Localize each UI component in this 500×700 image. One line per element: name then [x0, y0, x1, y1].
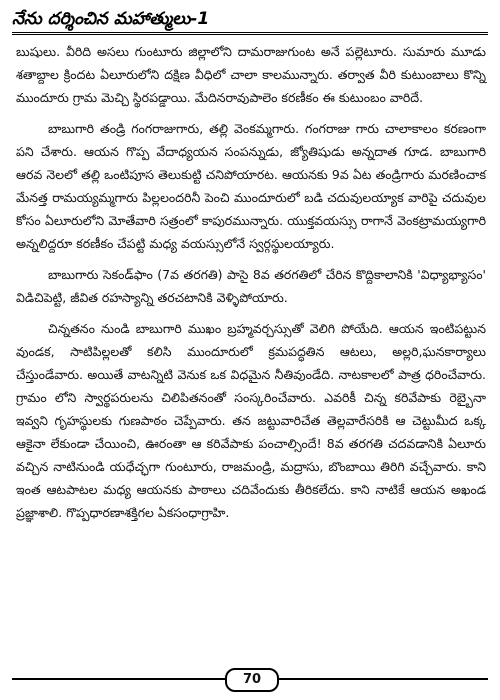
paragraph-1: బుషులు. వీరిది అసలు గుంటూరు జిల్లాలోని దామరాజుగుంట అనే పల్లెటూరు. సుమారు మూడు శతాబ్దాల క్రిందట ఏలూరులోని దక్షిణ వీధిలో చాలా కాలమున్నారు. తర్వాత వీరి కుటుంబాలు కొన్ని ముందూరు గ్రామ మెచ్చి స్థిరపడ్డాయి. మేదినరావుపాలెం కరణీకం ఈ కుటుంబం వారిదే. — [16, 44, 486, 105]
page-number: 70 — [225, 668, 279, 692]
page-header — [12, 8, 488, 34]
book-title: నేను దర్శించిన మహాత్ములు-1 — [12, 9, 210, 29]
header-divider — [12, 32, 488, 35]
paragraph-4: చిన్నతనం నుండి బాబుగారి ముఖం బ్రహ్మవర్చస్సుతో వెలిగి పోయేది. ఆయన ఇంటిపట్టున వుండక, సాటిపిల్లలతో కలిసి ముందూరులో క్రమపద్ధతిన ఆటలు, అల్లరి,ఘనకార్యాలు చేస్తుండేవారు. అయితే వాటన్నిటి వెనుక ఒక విధమైన నీతివుండేది. నాటకాలలో పాత్ర ధరించేవారు. గ్రామం లోని స్వార్థపరులను చిలిపితనంతో సంస్కరించేవారు. ఎవరికీ చిన్న కరివేపాకు రెబ్బైనా ఇవ్వని గృహస్థులకు గుణపాఠం చెప్పేవారు. తన జట్టువారిచేత తెల్లవారేసరికి ఆ చెట్టుమీద ఒక్క ఆకైనా లేకుండా చేయించి, ఊరంతా ఆ కరివేపాకు పంచాల్సిందే! 8వ తరగతి చదవడానికి ఏలూరు వచ్చిన నాటినుండి యధేచ్ఛగా గుంటూరు, రాజమండ్రి, మద్రాసు, బొంబాయి తిరిగి వచ్చేవారు. కాని ఇంత ఆటపాటల మధ్య ఆయనకు పాఠాలు చదివేందుకు తీరికలేదు. కాని నాటికే ఆయన అఖండ ప్రజ్ఞాశాలి. గొప్పధారణాశక్తిగల ఏకసంధాగ్రాహి. — [16, 321, 486, 520]
paragraph-3: బాబుగారు సెకండ్‌ఫాం (7వ తరగతి) పాసై 8వ తరగతిలో చేరిన కొద్దికాలానికి 'విధ్యాభ్యాసం' విడిచిపెట్టి, జీవిత రహస్యాన్ని తరచటానికి వెళ్ళిపోయారు. — [16, 267, 486, 305]
page-body — [16, 40, 486, 532]
paragraph-2: బాబుగారి తండ్రి గంగరాజుగారు, తల్లి వెంకమ్మగారు. గంగరాజు గారు చాలాకాలం కరణంగా పని చేశారు. ఆయన గొప్ప వేదాధ్యయన సంపన్నుడు, జ్యోతిషుడు అన్నదాత గూడ. బాబుగారి ఆరవ నెలలో తల్లి ఒంటిపూస తెలుకుట్టి చనిపోయారట. ఆయనకు 9వ ఏట తండ్రిగారు మరణించాక మేనత్త రామయ్యమ్మగారు పిల్లలందరినీ పెంచి ముందూరులో బడి చదువులయ్యాక వారిపై చదువుల కోసం ఏలూరులోని మోతేవారి సత్రంలో కాపురమున్నారు. యుక్తవయస్సు రాగానే వెంకట్రామయ్యగారి అన్నలిద్దరూ కరణీకం చేపట్టి మధ్య వయస్సులోనే స్వర్గస్థులయ్యారు. — [16, 121, 486, 251]
